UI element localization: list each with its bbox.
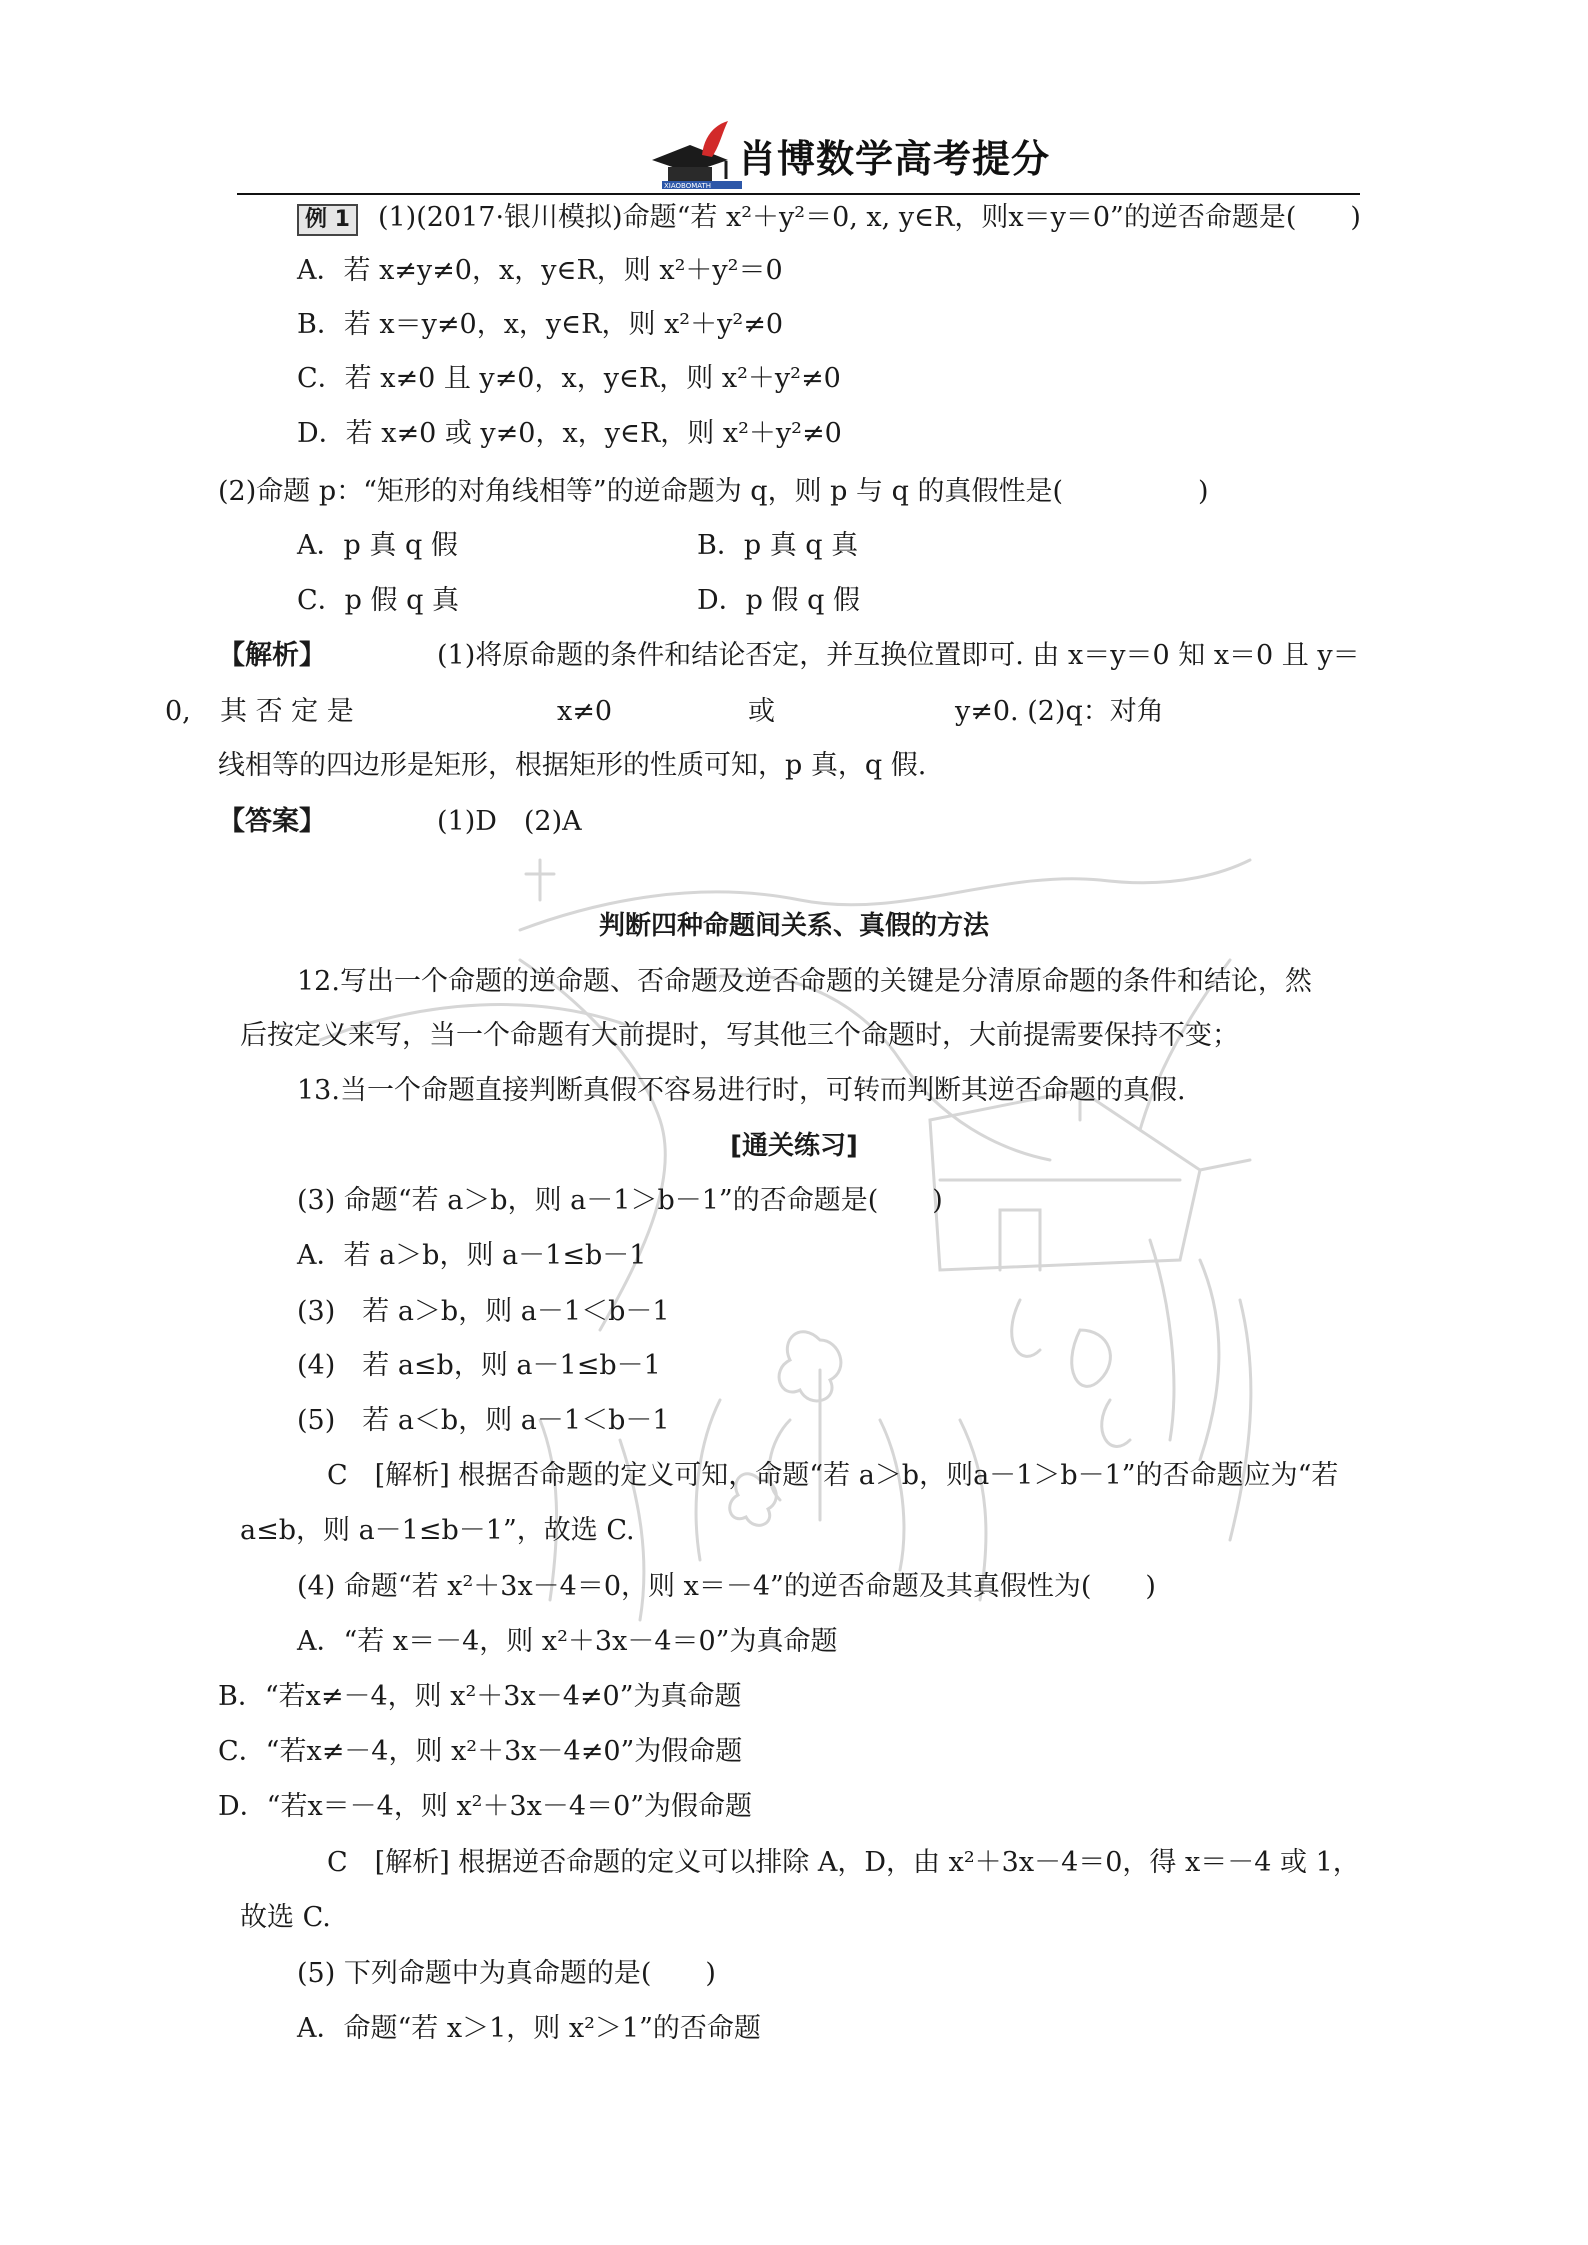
q3-option-b: (3) 若 a＞b，则 a－1＜b－1	[297, 1296, 670, 1327]
q3-stem: (3) 命题“若 a＞b，则 a－1＞b－1”的否命题是( )	[297, 1185, 943, 1216]
analysis-text-1: (1)将原命题的条件和结论否定，并互换位置即可. 由 x＝y＝0 知 x＝0 且 y＝	[437, 640, 1360, 671]
q2-option-d: D．p 假 q 假	[697, 585, 860, 616]
q1-option-b: B．若 x＝y≠0，x，y∈R，则 x²＋y²≠0	[297, 309, 784, 340]
q1-stem: (1)(2017·银川模拟)命题“若 x²＋y²＝0, x, y∈R，则x＝y＝0”的逆否命题是( )	[377, 202, 1361, 233]
q2-option-a: A．p 真 q 假	[297, 530, 458, 561]
answer-value: (1)D (2)A	[437, 806, 582, 837]
analysis-line-2-part-5: y≠0. (2)q：对角	[955, 696, 1164, 727]
q3-option-d: (5) 若 a＜b，则 a－1＜b－1	[297, 1405, 670, 1436]
analysis-label: 【解析】	[218, 640, 326, 671]
analysis-line-1	[218, 638, 326, 674]
example-tag: 例 1	[297, 204, 358, 236]
q3-option-c: (4) 若 a≤b，则 a－1≤b－1	[297, 1350, 661, 1381]
analysis-line-3: 线相等的四边形是矩形，根据矩形的性质可知，p 真，q 假.	[218, 750, 927, 781]
method-point-12-line-2: 后按定义来写，当一个命题有大前提时，写其他三个命题时，大前提需要保持不变；	[240, 1020, 1239, 1051]
method-point-13: 13.当一个命题直接判断真假不容易进行时，可转而判断其逆否命题的真假.	[297, 1075, 1186, 1106]
answer-label-text: 【答案】	[218, 806, 326, 837]
q4-option-d: D．“若x＝－4，则 x²＋3x－4＝0”为假命题	[218, 1791, 753, 1822]
practice-title: [通关练习]	[730, 1131, 858, 1161]
method-title: 判断四种命题间关系、真假的方法	[598, 911, 989, 941]
q2-option-c: C．p 假 q 真	[297, 585, 459, 616]
q4-option-b: B．“若x≠－4，则 x²＋3x－4≠0”为真命题	[218, 1681, 742, 1712]
analysis-line-2-part-4: 或	[748, 696, 775, 727]
q3-analysis-line-1: C [解析] 根据否命题的定义可知，命题“若 a＞b，则a－1＞b－1”的否命题应为“若	[327, 1460, 1339, 1491]
q3-analysis-line-2: a≤b，则 a－1≤b－1”，故选 C.	[240, 1515, 635, 1546]
q1-option-c: C．若 x≠0 且 y≠0，x，y∈R，则 x²＋y²≠0	[297, 363, 841, 394]
answer-label	[218, 804, 326, 840]
analysis-line-2-part-3: x≠0	[557, 696, 613, 727]
header-title: 肖博数学高考提分	[738, 136, 1051, 181]
q4-option-a: A．“若 x＝－4，则 x²＋3x－4＝0”为真命题	[297, 1626, 838, 1657]
q5-stem: (5) 下列命题中为真命题的是( )	[297, 1958, 716, 1989]
analysis-line-2-part-1: 0,	[165, 696, 191, 727]
q1-option-d: D．若 x≠0 或 y≠0，x，y∈R，则 x²＋y²≠0	[297, 418, 842, 449]
example-1-question-1	[297, 200, 1361, 236]
q2-option-b: B．p 真 q 真	[697, 530, 859, 561]
q3-option-a: A．若 a＞b，则 a－1≤b－1	[297, 1240, 647, 1271]
q1-option-a: A．若 x≠y≠0，x，y∈R，则 x²＋y²＝0	[297, 255, 783, 286]
q4-analysis-line-2: 故选 C.	[240, 1902, 331, 1933]
header-divider	[237, 193, 1360, 195]
q4-option-c: C．“若x≠－4，则 x²＋3x－4≠0”为假命题	[218, 1736, 743, 1767]
q4-analysis-line-1: C [解析] 根据逆否命题的定义可以排除 A，D，由 x²＋3x－4＝0，得 x＝－4 或 1，	[327, 1847, 1360, 1878]
q4-stem: (4) 命题“若 x²＋3x－4＝0，则 x＝－4”的逆否命题及其真假性为( )	[297, 1571, 1156, 1602]
analysis-line-2-part-2: 其 否 定 是	[220, 696, 354, 727]
method-point-12-line-1: 12.写出一个命题的逆命题、否命题及逆否命题的关键是分清原命题的条件和结论，然	[297, 966, 1312, 997]
logo-text: XIAOBOMATH	[664, 182, 712, 190]
q5-option-a: A．命题“若 x＞1，则 x²＞1”的否命题	[297, 2013, 761, 2044]
q2-stem: (2)命题 p：“矩形的对角线相等”的逆命题为 q，则 p 与 q 的真假性是( )	[218, 476, 1209, 507]
